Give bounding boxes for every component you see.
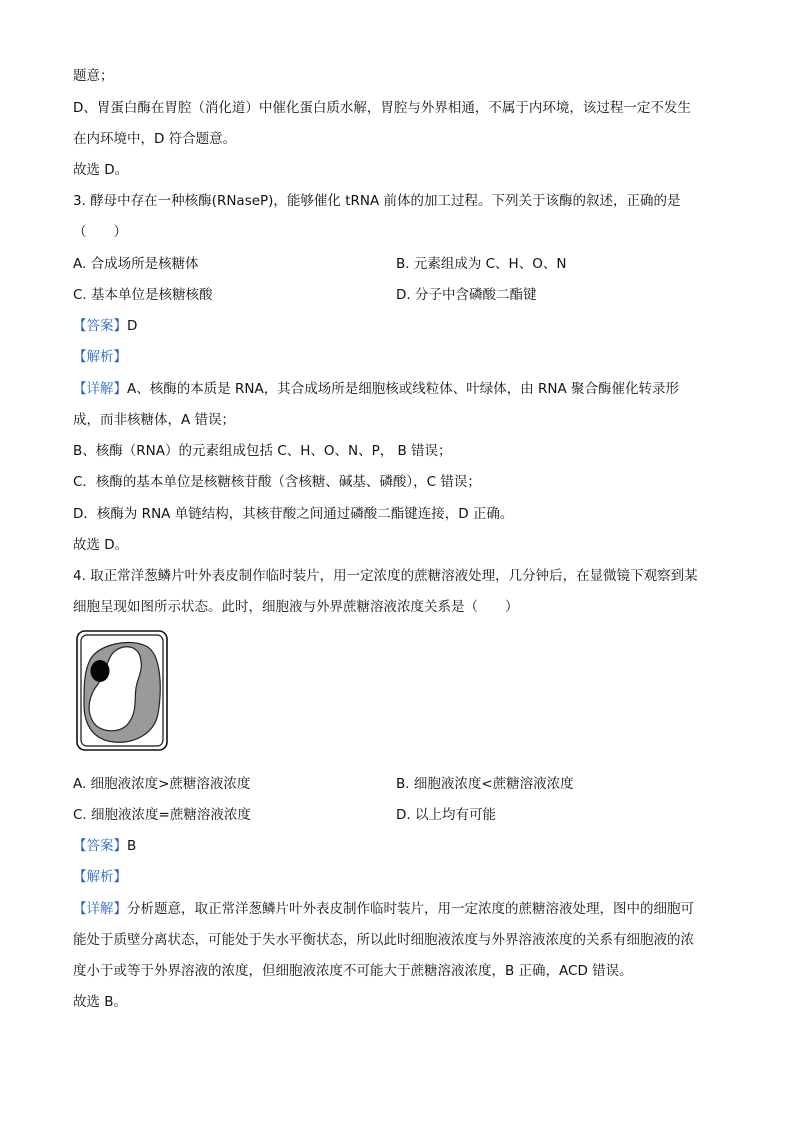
q3-detail-line: C．核酶的基本单位是核糖核苷酸（含核糖、碱基、磷酸），C 错误； [73, 474, 481, 490]
q4-detail-line [73, 900, 694, 918]
question-3-stem: 3. 酵母中存在一种核酶(RNaseP)，能够催化 tRNA 前体的加工过程。下列关于该酶的叙述，正确的是 [73, 193, 681, 209]
q4-answer [73, 837, 136, 855]
detail-tag: 【详解】 [73, 901, 127, 917]
q3-option-d: D. 分子中含磷酸二酯键 [396, 287, 537, 303]
question-4-stem: 4. 取正常洋葱鳞片叶外表皮制作临时装片，用一定浓度的蔗糖溶液处理，几分钟后，在显微镜下观察到某 [73, 568, 698, 584]
plant-cell-figure [76, 630, 168, 751]
q4-detail-line: 能处于质壁分离状态，可能处于失水平衡状态，所以此时细胞液浓度与外界溶液浓度的关系有细胞液的浓 [73, 932, 694, 948]
detail-text: 分析题意，取正常洋葱鳞片叶外表皮制作临时装片，用一定浓度的蔗糖溶液处理，图中的细胞可 [127, 901, 694, 917]
q3-conclusion: 故选 D。 [73, 537, 129, 553]
q4-option-a: A. 细胞液浓度>蔗糖溶液浓度 [73, 776, 251, 792]
q3-answer [73, 317, 137, 335]
plasmolyzed-cell-diagram [76, 630, 168, 751]
paragraph: 题意； [73, 68, 114, 84]
q4-option-d: D. 以上均有可能 [396, 807, 496, 823]
q3-option-c: C. 基本单位是核糖核酸 [73, 287, 213, 303]
answer-value: B [127, 838, 137, 854]
q3-analysis-heading [73, 348, 127, 366]
q4-option-c: C. 细胞液浓度=蔗糖溶液浓度 [73, 807, 251, 823]
q3-detail-line [73, 380, 679, 398]
answer-tag: 【答案】 [73, 838, 127, 854]
q4-detail-line: 度小于或等于外界溶液的浓度，但细胞液浓度不可能大于蔗糖溶液浓度，B 正确，ACD 错误。 [73, 963, 633, 979]
answer-tag: 【答案】 [73, 318, 127, 334]
analysis-tag: 【解析】 [73, 869, 127, 885]
q3-detail-line: B、核酶（RNA）的元素组成包括 C、H、O、N、P， B 错误； [73, 443, 452, 459]
q4-conclusion: 故选 B。 [73, 994, 128, 1010]
q4-option-b: B. 细胞液浓度<蔗糖溶液浓度 [396, 776, 574, 792]
answer-value: D [127, 318, 138, 334]
detail-tag: 【详解】 [73, 381, 127, 397]
question-4-stem: 细胞呈现如图所示状态。此时，细胞液与外界蔗糖溶液浓度关系是（ ） [73, 599, 519, 615]
conclusion: 故选 D。 [73, 162, 129, 178]
paragraph: D、胃蛋白酶在胃腔（消化道）中催化蛋白质水解，胃腔与外界相通，不属于内环境，该过程一定不发生 [73, 100, 691, 116]
question-3-stem-bracket: （ ） [73, 224, 127, 240]
q3-option-a: A. 合成场所是核糖体 [73, 256, 199, 272]
q3-detail-line: D．核酶为 RNA 单链结构，其核苷酸之间通过磷酸二酯键连接，D 正确。 [73, 506, 514, 522]
paragraph: 在内环境中，D 符合题意。 [73, 131, 237, 147]
q3-detail-line: 成，而非核糖体，A 错误； [73, 412, 236, 428]
nucleus [91, 660, 110, 682]
detail-text: A、核酶的本质是 RNA，其合成场所是细胞核或线粒体、叶绿体，由 RNA 聚合酶催化转录形 [127, 381, 680, 397]
q3-option-b: B. 元素组成为 C、H、O、N [396, 256, 567, 272]
analysis-tag: 【解析】 [73, 349, 127, 365]
q4-analysis-heading [73, 868, 127, 886]
